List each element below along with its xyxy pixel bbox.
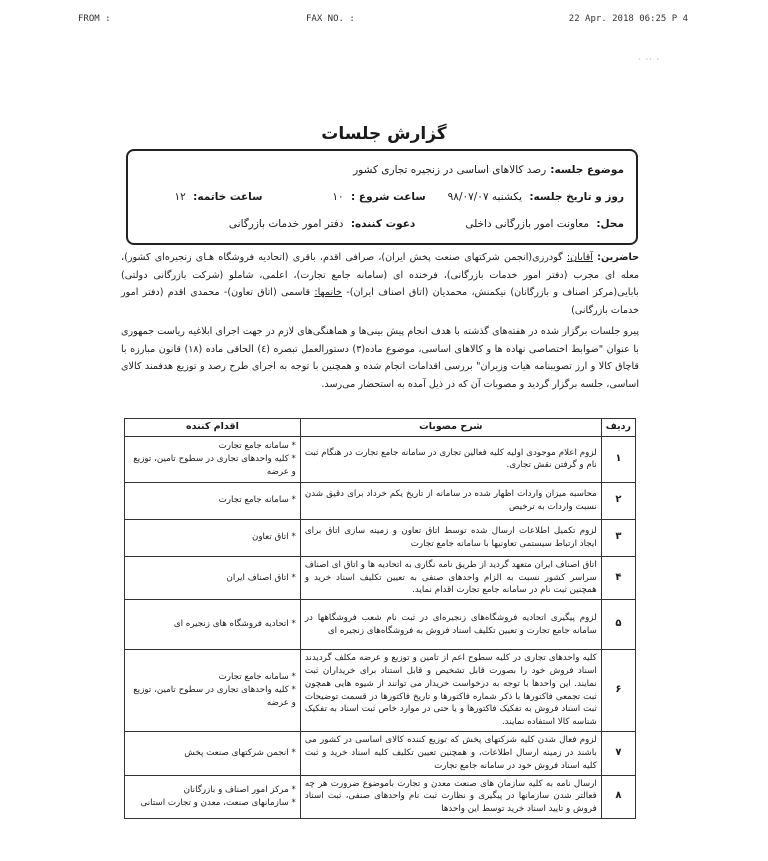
responsible-party [125,482,301,519]
resolution-description: ارسال نامه به کلیه سازمان های صنعت معدن و تجارت باموضوع ضرورت هر چه فعالتر شدن سازمانها در پیگیری و نظارت ثبت نام واحدهای صنفی، ثبت اسناد فروش و تایید اسناد خرید توسط این واحدها [300,775,601,818]
place-label: محل: [596,217,624,230]
header-description: شرح مصوبات [300,419,601,437]
responsible-party [125,775,301,818]
table-body [125,436,636,818]
page-title: گزارش جلسات [321,124,447,144]
scan-speck: · ·· · [638,56,660,63]
attendees-women-label: خانمها: [314,287,342,298]
row-number: ۲ [601,482,635,519]
responsible-party [125,732,301,775]
resolution-description: لزوم اعلام موجودی اولیه کلیه فعالین تجاری در سامانه جامع تجارت در هنگام ثبت نام و گرفتن نقش تجاری. [300,436,601,482]
responsible-party [125,556,301,599]
row-number: ۷ [601,732,635,775]
responsible-party-item: * سامانه جامع تجارت [218,495,296,506]
inviter-label: دعوت کننده: [350,217,416,230]
responsible-party-item: * اتحادیه فروشگاه های زنجیره ای [173,619,296,630]
responsible-party-item: * کلیه واحدهای تجاری در سطوح تامین، توزیع و عرضه [133,453,296,477]
meeting-subject-row [140,156,624,183]
responsible-party [125,519,301,556]
attendees-label: حاضرین: [597,252,639,263]
meeting-info-box [126,149,638,245]
resolution-description: اتاق اصناف ایران متعهد گردید از طریق نامه نگاری به اتحادیه ها و اتاق ای اصناف سراسر کشور نسبت به الزام واحدهای صنفی به تعیین تکلیف اسناد خرید و همچنین ثبت نام در سامانه جامع تجارت اقدام نماید. [300,556,601,599]
start-time-value: ۱۰ [332,190,344,203]
responsible-party-item: * اتاق اصناف ایران [226,572,296,583]
resolution-description: لزوم فعال شدن کلیه شرکتهای پخش که توزیع کننده کالای اساسی در کشور می باشند در زمینه ارسال اطلاعات، و همچنین تعیین تکلیف کلیه اسناد خرید و ثبت کلیه اسناد فروش خود در سامانه جامع تجارت [300,732,601,775]
responsible-party [125,650,301,732]
responsible-party-item: * سامانه جامع تجارت [218,672,296,683]
resolution-description: محاسبه میزان واردات اظهار شده در سامانه از تاریخ یکم خرداد برای دقیق شدن نسبت واردات به ترخیص [300,482,601,519]
attendees-men-list: گودرزی(انجمن شرکتهای صنعت پخش ایران)، صرافی اقدم، باقری (اتحادیه فروشگاه هـای زنجیره‌ای کشور)، معله ای مجرب (دفتر امور خدمات بازرگانی)، فرخنده ای (سامانه جامع تجارت)، اعلمی، شاملو (شرکت بازرگانی دولتی) بابایی(مرکز اصناف و بازرگانان) نیکمنش، محمدیان (اتاق اصناف ایران)- [121,252,639,298]
fax-number: FAX NO. : [306,14,355,24]
row-number: ۵ [601,600,635,650]
fax-datetime: 22 Apr. 2018 06:25 P 4 [568,14,688,24]
fax-from: FROM : [78,14,111,24]
responsible-party [125,436,301,482]
row-number: ۳ [601,519,635,556]
table-row [125,482,636,519]
resolution-description: لزوم پیگیری اتحادیه فروشگاه‌های زنجیره‌ای در ثبت نام شعب فروشگاهها در سامانه جامع تجارت و تعیین تکلیف اسناد فروش به فروشگاه‌های زنجیره ای [300,600,601,650]
table-row [125,732,636,775]
responsible-party-item: * اتاق تعاون [251,532,296,543]
table-header-row [125,419,636,437]
responsible-party-item: * کلیه واحدهای تجاری در سطوح تامین، توزیع و عرضه [133,685,296,709]
start-time-label: ساعت شروع : [351,190,426,203]
resolutions-table [124,418,636,819]
end-time-label: ساعت خاتمه: [193,190,263,203]
place-value: معاونت امور بازرگانی داخلی [465,217,590,230]
fax-header [78,14,688,30]
responsible-party-item: * مرکز امور اصناف و بازرگانان [183,784,296,795]
header-row-number: ردیف [601,419,635,437]
meeting-place-row [140,210,624,237]
resolution-description: لزوم تکمیل اطلاعات ارسال شده توسط اتاق تعاون و زمینه سازی اتاق برای ایجاد ارتباط سیستمی تعاونیها با سامانه جامع تجارت [300,519,601,556]
table-row [125,556,636,599]
resolution-description: کلیه واحدهای تجاری در کلیه سطوح اعم از تامین و توزیع و عرضه مکلف گردیدند اسناد فروش خود را بصورت قابل تشخیص و قابل استناد برای خریداران ثبت نمایند. این واحدها با توجه به درخواست خریدار می توانند از شیوه هایی همچون ثبت تجمعی فاکتورها با ذکر شماره فاکتورها و تاریخ فاکتورها در قسمت توضیحات ثبت اسناد فروش به تفکیک فاکتورها و یا حتی در موارد خاص ثبت اسناد به تفکیک شناسه کالا استفاده نمایند. [300,650,601,732]
table-row [125,600,636,650]
row-number: ۴ [601,556,635,599]
date-value: یکشنبه ۹۸/۰۷/۰۷ [447,190,522,203]
subject-label: موضوع جلسه: [550,163,624,176]
subject-value: رصد کالاهای اساسی در زنجیره تجاری کشور [353,163,547,176]
row-number: ۸ [601,775,635,818]
date-label: روز و تاریخ جلسه: [529,190,624,203]
table-row [125,436,636,482]
meeting-date-row [140,183,624,210]
header-action: اقدام کننده [125,419,301,437]
responsible-party-item: * سامانه جامع تجارت [218,441,296,452]
end-time-value: ۱۲ [174,190,186,203]
attendees-men-label: آقایان: [566,252,593,263]
responsible-party [125,600,301,650]
responsible-party-item: * انجمن شرکتهای صنعت پخش [184,747,296,758]
responsible-party-item: * سازمانهای صنعت، معدن و تجارت استانی [140,797,296,808]
table-row [125,650,636,732]
attendees-women-list: قاسمی (اتاق تعاون)- محمدی اقدم (دفتر امور خدمات بازرگانی) [121,287,639,316]
inviter-value: دفتر امور خدمات بازرگانی [228,217,344,230]
table-row [125,519,636,556]
intro-paragraph: پیرو جلسات برگزار شده در هفته‌های گذشته با هدف انجام پیش بینی‌ها و هماهنگی‌های لازم در جهت اجرای ابلاغیه ریاست جمهوری با عنوان "ضوابط اختصاصی نهاده ها و کالاهای اساسی، موضوع ماده(۳) دستورالعمل تبصره (٤) الحاقی ماده (۱۸) قانون مبارزه با قاچاق کالا و ارز تصویبنامه هیات وزیران" بررسی اقدامات انجام شده و همچنین با توجه به اجرای طرح رصد و توزیع هدفمند کالای اساسی، جلسه برگزار گردید و مصوبات آن که در ذیل آمده به استحضار می‌رسد. [121,326,639,390]
row-number: ۱ [601,436,635,482]
row-number: ۶ [601,650,635,732]
table-row [125,775,636,818]
